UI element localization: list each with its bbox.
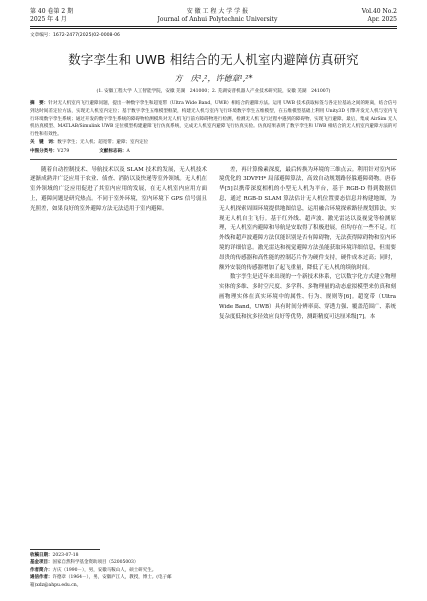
clc-code: V279	[57, 148, 70, 154]
body-columns	[30, 166, 397, 323]
author-list: 方 庆¹,²，许德章¹,²*	[174, 74, 253, 83]
keywords-label: 关 键 词：	[30, 139, 58, 145]
footnote-correspondence: 通信作者：许德章（1964－），男，安徽庐江人，教授，博士。(电子邮箱)xdz@ahpu.edu.cn。	[30, 575, 172, 588]
footnote-received: 收稿日期：2023-07-18	[30, 552, 79, 558]
paper-title: 数字孪生和 UWB 相结合的无人机室内避障仿真研究	[68, 52, 359, 67]
header-rule	[30, 26, 397, 27]
abstract-label: 摘 要：	[30, 101, 49, 106]
body-paragraph: 数字孪生是近年来出现的一个新技术体系，它以数字化方式建立物理实体的多维、多时空尺度、多学科、多物理量的动态虚拟模型来仿真和刻画物理实体在真实环境中的属性、行为、规则等[6]。超宽带（Ultra Wide Band，UWB）具有时间分辨率高、穿透力强、覆盖范围广、系统复杂度低和抗多径效应良好等优势，测距精度可达厘米级[7]。本	[219, 274, 396, 320]
header-issue: 第 40 卷第 2 期 2025 年 4 月	[30, 8, 74, 23]
abstract	[30, 100, 397, 139]
classification	[30, 148, 397, 156]
article-id: 文章编号：1672-2477(2025)02-0008-06	[30, 33, 120, 38]
header-rule-thin	[30, 28, 397, 29]
doc-code-label: 文献标志码：	[99, 148, 127, 154]
body-column-left	[30, 166, 207, 323]
running-header	[30, 8, 397, 24]
body-paragraph: 随着自动控制技术、导航技术以及 SLAM 技术的发展，无人机技术逐渐成熟并广泛应用于农业、侦查、消防以及快递等室外领域。无人机在室外领域的广泛应用促进了其室内应用的发展，在无人机室内应用方面上，避障问题是研究热点。不同于室外环境，室内环境下 GPS 信号弱且光照差，如果良好的室外避障方法无法适用于室内避障。	[30, 166, 207, 212]
header-volume: Vol.40 No.2 Apr. 2025	[361, 8, 397, 23]
footnote-author: 作者简介：方庆（1990－），男，安徽马鞍山人，硕士研究生。	[30, 567, 157, 573]
abstract-text: 针对无人机室内飞行避障问题，提出一种数字孪生和超宽带（Ultra Wide Band，UWB）相结合的避障方法。运用 UWB 技术获取标签与各定位基站之间的距离，结合信号到达时间差定位方法，实现无人机室内定位；基于数字孪生五维模型框架，构建无人机与室内飞行环境数字孪生五维模型，在五维模型基础上利用 Unity3D 引擎开发无人机与室内飞行环境数字孪生系统；通过开发的数字孪生系统的障碍物检测模块对无人机飞行前方障碍物进行检测，检测无人机飞行过程中遇到的障碍物，实现飞行避障。最后，集成 AirSim 无人机仿真模型、MATLAB/Simulink UWB 定位模型构建避障飞行仿真系统，完成无人机室内避障飞行仿真实验。仿真结果表明了数字孪生和 UWB 相结合的无人机室内避障方法的可行性和有效性。	[30, 101, 398, 138]
clc-label: 中图分类号：	[30, 148, 58, 154]
footnotes	[30, 549, 207, 589]
header-journal: 安 徽 工 程 大 学 学 报 Journal of Anhui Polytechnic University	[157, 8, 278, 23]
abstract-separator	[30, 159, 397, 160]
footnote-rule	[30, 549, 100, 550]
body-column-right	[219, 166, 396, 323]
keywords	[30, 139, 397, 147]
footnote-fund: 基金项目：国家自然科学基金资助项目（52005003）	[30, 560, 139, 566]
body-paragraph: 差，再计算像素深度，最后转换为环境的三维点云。利用针对室内环境优化的 3DVFH* 局部避障算法，高效自动规划路径躲避障碍物。唐春华[5]以携带深度相机的小型无人机为平台，基于 RGB-D 得到数据信息，通过 RGB-D SLAM 算法估计无人机位置要态信息并构建地图，为无人机探索周围环境提供地图信息，运用融合环境探索路径规划算法，实现无人机自主飞行。基于红外线、超声波、激光雷达以及视觉等检测原理，无人机室内避障和导航是安取得了积极进展，但均存在一些不足。红外线和超声波避障方法仅能识别是否有障碍物，无法获得障碍物和室内环境的详细信息。激光雷达和视觉避障方法虽能获取环境详细信息，但需要昂贵的传感器和高性能的控制芯片作为硬件支持，硬件成本过高；同时，额外安装的传感器增加了起飞重量，降低了无人机的续航时间。	[219, 166, 396, 271]
affiliations: (1. 安徽工程大学 人工智能学院，安徽 芜湖 241000；2. 芜湖安普机器人产业技术研究院，安徽 芜湖 241007)	[96, 89, 331, 94]
doc-code: A	[126, 148, 130, 154]
keywords-text: 数字孪生；无人机；超宽带；避障；室内定位	[57, 139, 149, 145]
